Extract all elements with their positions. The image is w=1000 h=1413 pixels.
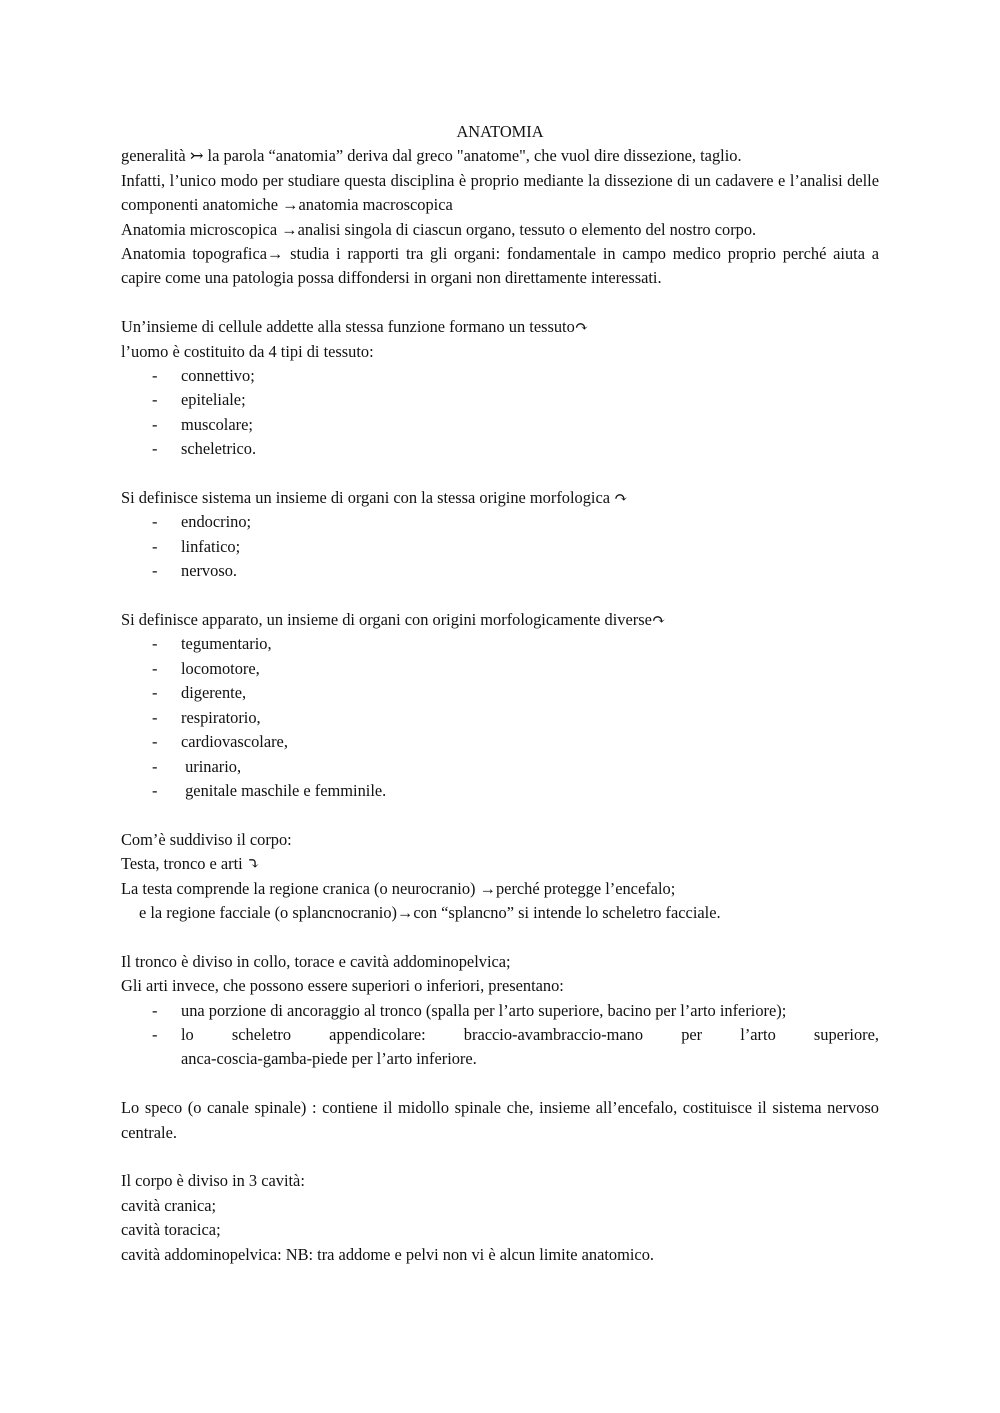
list-item: - locomotore, bbox=[152, 658, 260, 678]
sistemi-list bbox=[121, 510, 879, 583]
cavita-heading: Il corpo è diviso in 3 cavità: bbox=[121, 1171, 305, 1191]
tessuti-list bbox=[121, 364, 879, 462]
list-item: - respiratorio, bbox=[152, 707, 261, 727]
list-item: - endocrino; bbox=[152, 512, 252, 532]
arti-list bbox=[121, 999, 879, 1072]
list-item: - tegumentario, bbox=[152, 634, 272, 654]
arti-intro: Gli arti invece, che possono essere superiori o inferiori, presentano: bbox=[121, 976, 564, 996]
cavita-cranica: cavità cranica; bbox=[121, 1195, 217, 1215]
tronco-diviso: Il tronco è diviso in collo, torace e cavità addominopelvica; bbox=[121, 951, 511, 971]
list-item: - urinario, bbox=[152, 756, 242, 776]
corpo-heading: Com’è suddiviso il corpo: bbox=[121, 829, 292, 849]
intro-generalita: generalità ↣ la parola “anatomia” deriva dal greco "anatome", che vuol dire dissezione, taglio. bbox=[121, 146, 742, 166]
list-item: - una porzione di ancoraggio al tronco (spalla per l’arto superiore, bacino per l’arto inferiore); bbox=[152, 1000, 787, 1020]
corpo-facciale: e la regione facciale (o splancnocranio)→con “splancno” si intende lo scheletro facciale. bbox=[139, 902, 721, 922]
list-item: - scheletrico. bbox=[152, 439, 257, 459]
list-item: - nervoso. bbox=[152, 561, 237, 581]
corpo-testa: La testa comprende la regione cranica (o neurocranio) →perché protegge l’encefalo; bbox=[121, 878, 676, 898]
tessuti-intro: l’uomo è costituito da 4 tipi di tessuto: bbox=[121, 341, 374, 361]
list-item: - lo scheletro appendicolare: braccio-avambraccio-mano per l’arto superiore, anca-coscia-gamba-piede per l’arto inferiore. bbox=[152, 1024, 879, 1069]
apparati-definition: Si definisce apparato, un insieme di organi con origini morfologicamente diverse↷ bbox=[121, 610, 666, 630]
list-item: - cardiovascolare, bbox=[152, 732, 288, 752]
list-item: - linfatico; bbox=[152, 536, 241, 556]
cavita-addominopelvica: cavità addominopelvica: NB: tra addome e pelvi non vi è alcun limite anatomico. bbox=[121, 1244, 654, 1264]
intro-dissezione: Infatti, l’unico modo per studiare questa disciplina è proprio mediante la dissezione di un cadavere e l’analisi delle componenti anatomiche →anatomia macroscopica bbox=[121, 170, 879, 215]
list-item: - genitale maschile e femminile. bbox=[152, 780, 387, 800]
list-item: - digerente, bbox=[152, 683, 247, 703]
corpo-parts: Testa, tronco e arti ⤵ bbox=[121, 854, 261, 874]
intro-microscopica: Anatomia microscopica →analisi singola di ciascun organo, tessuto o elemento del nostro corpo. bbox=[121, 219, 757, 239]
list-item: - connettivo; bbox=[152, 366, 255, 386]
document-page bbox=[121, 120, 879, 1267]
list-item: - muscolare; bbox=[152, 414, 253, 434]
list-item: - epiteliale; bbox=[152, 390, 246, 410]
apparati-list bbox=[121, 632, 879, 803]
sistemi-definition: Si definisce sistema un insieme di organi con la stessa origine morfologica ↷ bbox=[121, 488, 628, 508]
tessuti-definition: Un’insieme di cellule addette alla stessa funzione formano un tessuto↷ bbox=[121, 317, 589, 337]
cavita-toracica: cavità toracica; bbox=[121, 1220, 221, 1240]
page-title: ANATOMIA bbox=[456, 122, 544, 141]
intro-topografica: Anatomia topografica→ studia i rapporti tra gli organi: fondamentale in campo medico proprio perché aiuta a capire come una patologia possa diffondersi in organi non direttamente interessati. bbox=[121, 244, 879, 288]
speco-paragraph: Lo speco (o canale spinale) : contiene il midollo spinale che, insieme all’encefalo, costituisce il sistema nervoso centrale. bbox=[121, 1098, 879, 1142]
